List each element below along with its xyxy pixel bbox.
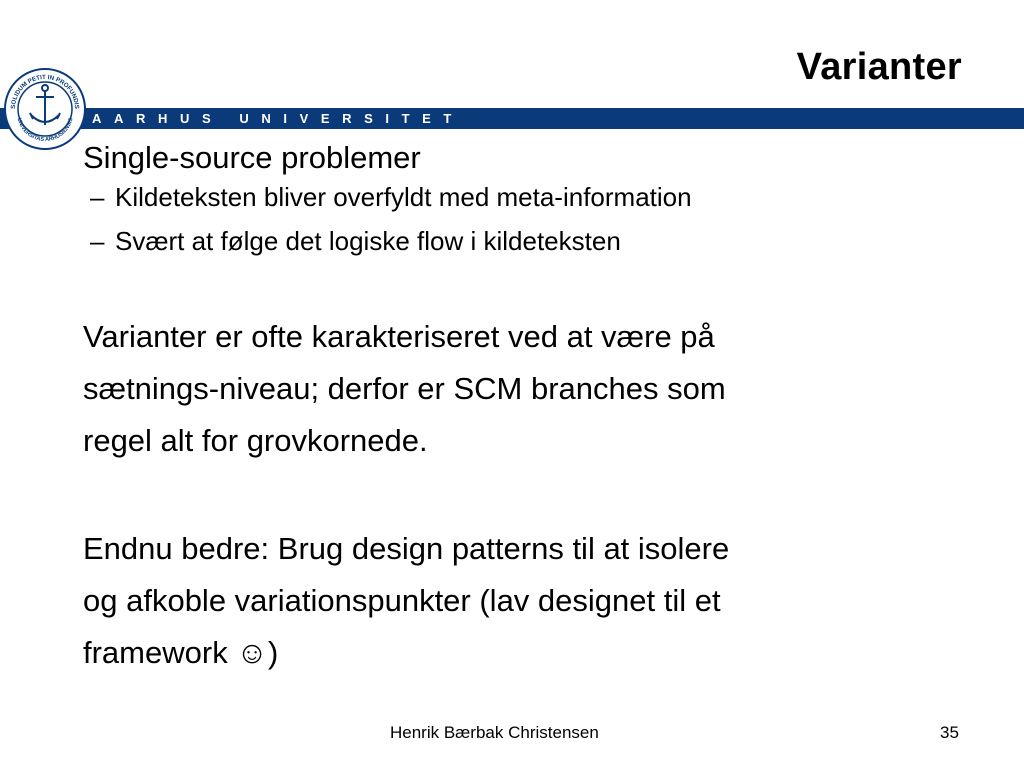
bullet-dash: – bbox=[90, 182, 105, 212]
paragraph-line: regel alt for grovkornede. bbox=[83, 423, 428, 458]
slide-body bbox=[83, 140, 983, 679]
paragraph-varianter bbox=[83, 311, 983, 467]
footer-author: Henrik Bærbak Christensen bbox=[390, 723, 599, 742]
paragraph-line: Varianter er ofte karakteriseret ved at være på bbox=[83, 319, 715, 354]
sub-bullet-text: Kildeteksten bliver overfyldt med meta-information bbox=[115, 182, 692, 212]
sub-bullet bbox=[90, 182, 983, 212]
sub-bullet-text: Svært at følge det logiske flow i kildeteksten bbox=[115, 226, 621, 256]
slide-title: Varianter bbox=[796, 46, 962, 88]
paragraph-line: og afkoble variationspunkter (lav designet til et bbox=[83, 583, 721, 618]
bullet-dash: – bbox=[90, 226, 105, 256]
seal-lower-text: UNIVERSITAS ARHUSIENSIS bbox=[15, 117, 75, 144]
paragraph-line: framework ☺) bbox=[83, 635, 279, 670]
paragraph-line: Endnu bedre: Brug design patterns til at isolere bbox=[83, 531, 730, 566]
university-banner-text: AARHUS UNIVERSITET bbox=[92, 111, 464, 126]
paragraph-line: sætnings-niveau; derfor er SCM branches som bbox=[83, 371, 726, 406]
sub-bullet bbox=[90, 226, 983, 256]
university-banner bbox=[0, 108, 1024, 129]
paragraph-endnu-bedre bbox=[83, 523, 983, 679]
university-seal-icon bbox=[3, 67, 87, 151]
page-number: 35 bbox=[940, 723, 959, 742]
seal-upper-text: SOLIDUM PETIT IN PROFUNDIS bbox=[9, 73, 81, 110]
section-heading: Single-source problemer bbox=[83, 140, 421, 175]
